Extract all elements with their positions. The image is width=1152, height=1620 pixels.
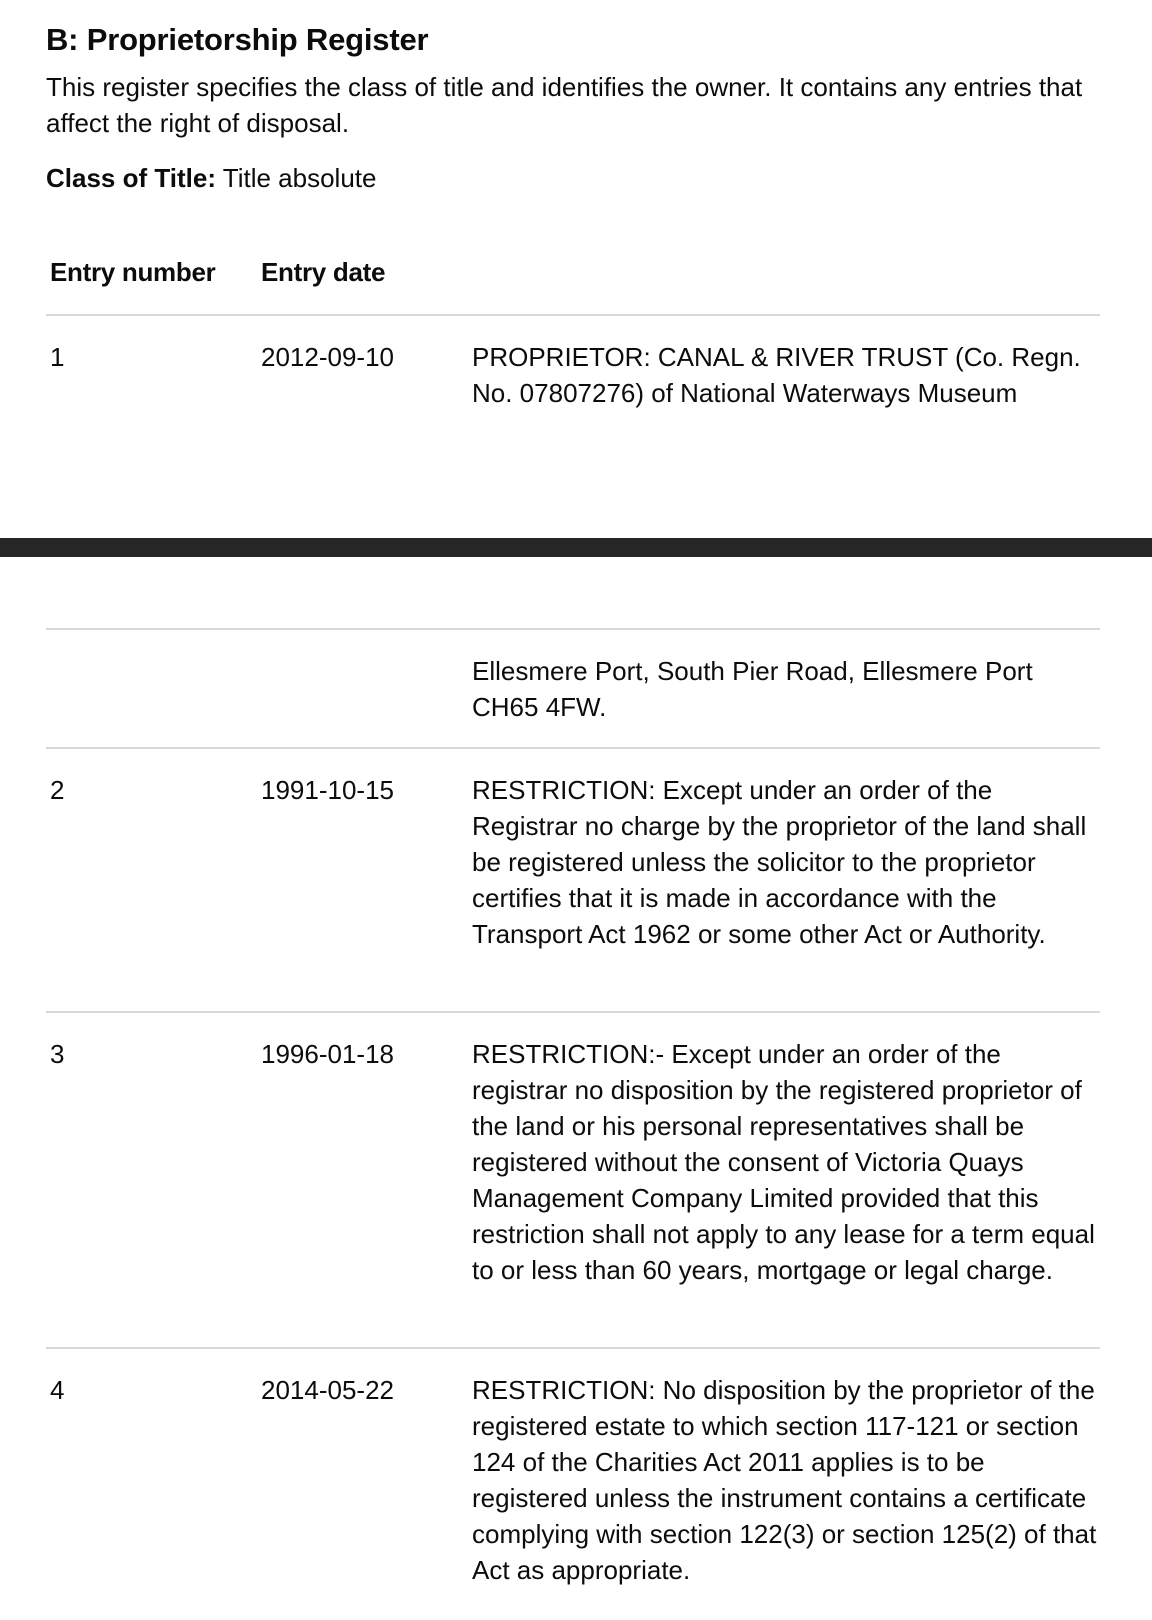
entry-date: 2012-09-10: [261, 342, 394, 372]
section-title: B: Proprietorship Register: [46, 22, 429, 57]
entry-date: 1996-01-18: [261, 1039, 394, 1069]
table-row-continuation: [46, 653, 1100, 749]
entry-text: RESTRICTION: Except under an order of the Registrar no charge by the proprietor of the land shall be registered unless the solicitor to the proprietor certifies that it is made in accordance with the Transport Act 1962 or some other Act or Authority.: [472, 775, 1087, 949]
section-intro: This register specifies the class of title and identifies the owner. It contains any entries that affect the right of disposal.: [46, 72, 1083, 138]
entry-text: RESTRICTION:- Except under an order of the registrar no disposition by the registered proprietor of the land or his personal representatives shall be registered without the consent of Victoria Quays Management Company Limited provided that this restriction shall not apply to any lease for a term equal to or less than 60 years, mortgage or legal charge.: [472, 1039, 1095, 1285]
entry-text: PROPRIETOR: CANAL & RIVER TRUST (Co. Regn. No. 07807276) of National Waterways Museum: [472, 342, 1081, 408]
entry-number: 1: [50, 342, 65, 372]
entry-date: 1991-10-15: [261, 775, 394, 805]
class-of-title-value: Title absolute: [222, 163, 377, 193]
table-row: [46, 772, 1100, 1013]
entry-text-continued: Ellesmere Port, South Pier Road, Ellesmere Port CH65 4FW.: [472, 656, 1033, 722]
class-of-title-label: Class of Title:: [46, 163, 217, 193]
table-row: [46, 339, 1100, 459]
entry-date: 2014-05-22: [261, 1375, 394, 1405]
register-table-header: [46, 254, 1100, 316]
page-break-divider: [0, 538, 1152, 557]
table-row: [46, 1036, 1100, 1349]
entry-number: 3: [50, 1039, 65, 1069]
row-divider: [46, 628, 1100, 630]
column-header-entry-number: Entry number: [50, 257, 216, 287]
entry-text: RESTRICTION: No disposition by the proprietor of the registered estate to which section 117-121 or section 124 of the Charities Act 2011 applies is to be registered unless the instrument contains a certificate complying with section 122(3) or section 125(2) of that Act as appropriate.: [472, 1375, 1097, 1585]
entry-number: 4: [50, 1375, 65, 1405]
entry-number: 2: [50, 775, 65, 805]
column-header-entry-date: Entry date: [261, 257, 386, 287]
table-row: [46, 1372, 1100, 1592]
class-of-title: [46, 160, 376, 196]
